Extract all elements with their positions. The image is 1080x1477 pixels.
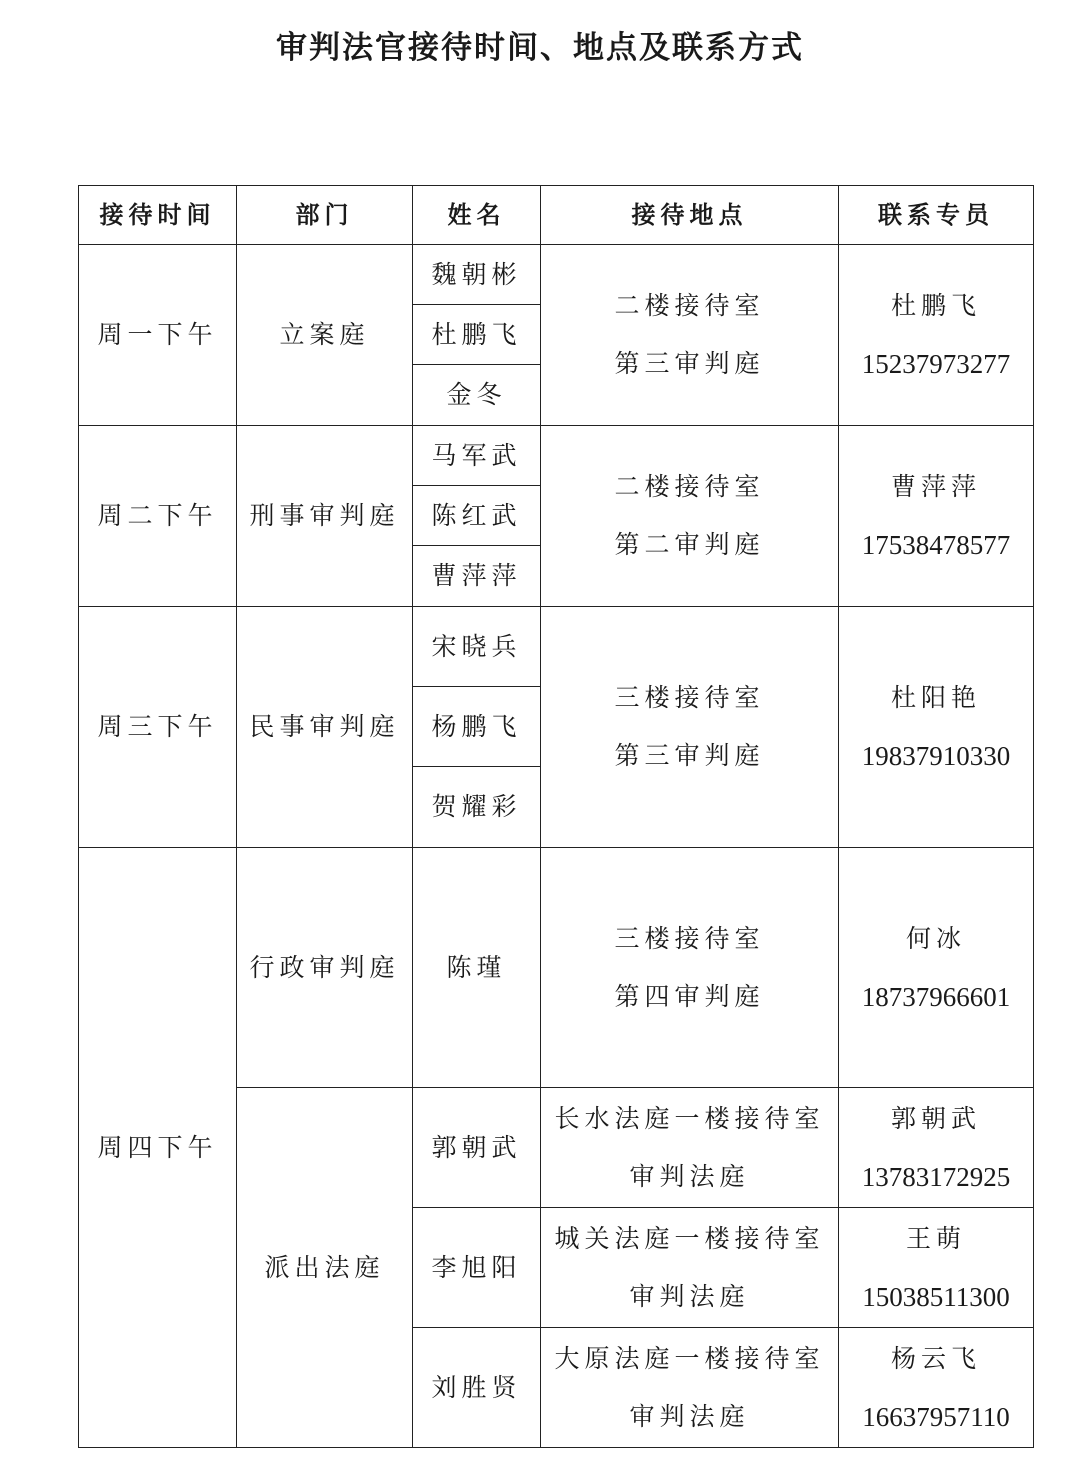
contact-name: 何冰 bbox=[905, 923, 966, 953]
location-line: 审判法庭 bbox=[629, 1401, 750, 1431]
location-line: 审判法庭 bbox=[629, 1281, 750, 1311]
location-line: 大原法庭一楼接待室 bbox=[554, 1343, 825, 1373]
judge-name: 陈瑾 bbox=[413, 848, 541, 1088]
contact-name: 曹萍萍 bbox=[890, 472, 981, 501]
judge-name: 曹萍萍 bbox=[413, 546, 541, 607]
location-line: 第三审判庭 bbox=[614, 741, 765, 770]
contact-person bbox=[839, 245, 1034, 426]
location-line: 二楼接待室 bbox=[614, 291, 765, 320]
header-time: 接待时间 bbox=[79, 186, 237, 245]
contact-phone: 18737966601 bbox=[861, 981, 1011, 1012]
judge-name: 杜鹏飞 bbox=[413, 305, 541, 365]
location-line: 城关法庭一楼接待室 bbox=[554, 1223, 825, 1253]
contact-name: 郭朝武 bbox=[890, 1103, 981, 1133]
reception-location bbox=[541, 1328, 839, 1448]
header-location: 接待地点 bbox=[541, 186, 839, 245]
judge-name: 金冬 bbox=[413, 365, 541, 426]
reception-location bbox=[541, 607, 839, 848]
department: 立案庭 bbox=[237, 245, 413, 426]
judge-name: 马军武 bbox=[413, 426, 541, 486]
reception-location bbox=[541, 1088, 839, 1208]
reception-location bbox=[541, 1208, 839, 1328]
header-dept: 部门 bbox=[237, 186, 413, 245]
table-row bbox=[79, 848, 1034, 1088]
contact-person bbox=[839, 607, 1034, 848]
location-line: 审判法庭 bbox=[629, 1161, 750, 1191]
judge-name: 刘胜贤 bbox=[413, 1328, 541, 1448]
contact-phone: 16637957110 bbox=[862, 1401, 1010, 1432]
contact-phone: 17538478577 bbox=[861, 530, 1011, 560]
table-row bbox=[79, 245, 1034, 305]
contact-name: 杜鹏飞 bbox=[890, 291, 981, 320]
contact-phone: 15038511300 bbox=[862, 1281, 1010, 1312]
reception-time: 周一下午 bbox=[79, 245, 237, 426]
reception-location bbox=[541, 245, 839, 426]
department: 刑事审判庭 bbox=[237, 426, 413, 607]
location-line: 第二审判庭 bbox=[614, 530, 765, 559]
reception-time: 周四下午 bbox=[79, 848, 237, 1448]
location-line: 三楼接待室 bbox=[614, 923, 765, 953]
judge-name: 魏朝彬 bbox=[413, 245, 541, 305]
department: 民事审判庭 bbox=[237, 607, 413, 848]
contact-name: 王萌 bbox=[905, 1223, 966, 1253]
reception-time: 周二下午 bbox=[79, 426, 237, 607]
table-header-row bbox=[79, 186, 1034, 245]
reception-schedule-table bbox=[78, 185, 1034, 1448]
department: 派出法庭 bbox=[237, 1088, 413, 1448]
contact-phone: 19837910330 bbox=[861, 741, 1011, 771]
judge-name: 杨鹏飞 bbox=[413, 687, 541, 767]
location-line: 第四审判庭 bbox=[614, 981, 765, 1011]
department: 行政审判庭 bbox=[237, 848, 413, 1088]
reception-location bbox=[541, 848, 839, 1088]
header-name: 姓名 bbox=[413, 186, 541, 245]
header-contact: 联系专员 bbox=[839, 186, 1034, 245]
location-line: 长水法庭一楼接待室 bbox=[554, 1103, 825, 1133]
reception-location bbox=[541, 426, 839, 607]
contact-name: 杨云飞 bbox=[890, 1343, 981, 1373]
contact-person bbox=[839, 848, 1034, 1088]
contact-person bbox=[839, 1328, 1034, 1448]
table-row bbox=[79, 426, 1034, 486]
location-line: 二楼接待室 bbox=[614, 472, 765, 501]
page-title: 审判法官接待时间、地点及联系方式 bbox=[276, 30, 804, 66]
reception-time: 周三下午 bbox=[79, 607, 237, 848]
contact-person bbox=[839, 1208, 1034, 1328]
judge-name: 郭朝武 bbox=[413, 1088, 541, 1208]
contact-phone: 15237973277 bbox=[861, 349, 1011, 379]
contact-person bbox=[839, 426, 1034, 607]
judge-name: 宋晓兵 bbox=[413, 607, 541, 687]
contact-person bbox=[839, 1088, 1034, 1208]
contact-name: 杜阳艳 bbox=[890, 683, 981, 712]
judge-name: 李旭阳 bbox=[413, 1208, 541, 1328]
table-row bbox=[79, 607, 1034, 687]
judge-name: 陈红武 bbox=[413, 486, 541, 546]
judge-name: 贺耀彩 bbox=[413, 767, 541, 848]
contact-phone: 13783172925 bbox=[861, 1161, 1011, 1192]
location-line: 三楼接待室 bbox=[614, 683, 765, 712]
location-line: 第三审判庭 bbox=[614, 349, 765, 378]
